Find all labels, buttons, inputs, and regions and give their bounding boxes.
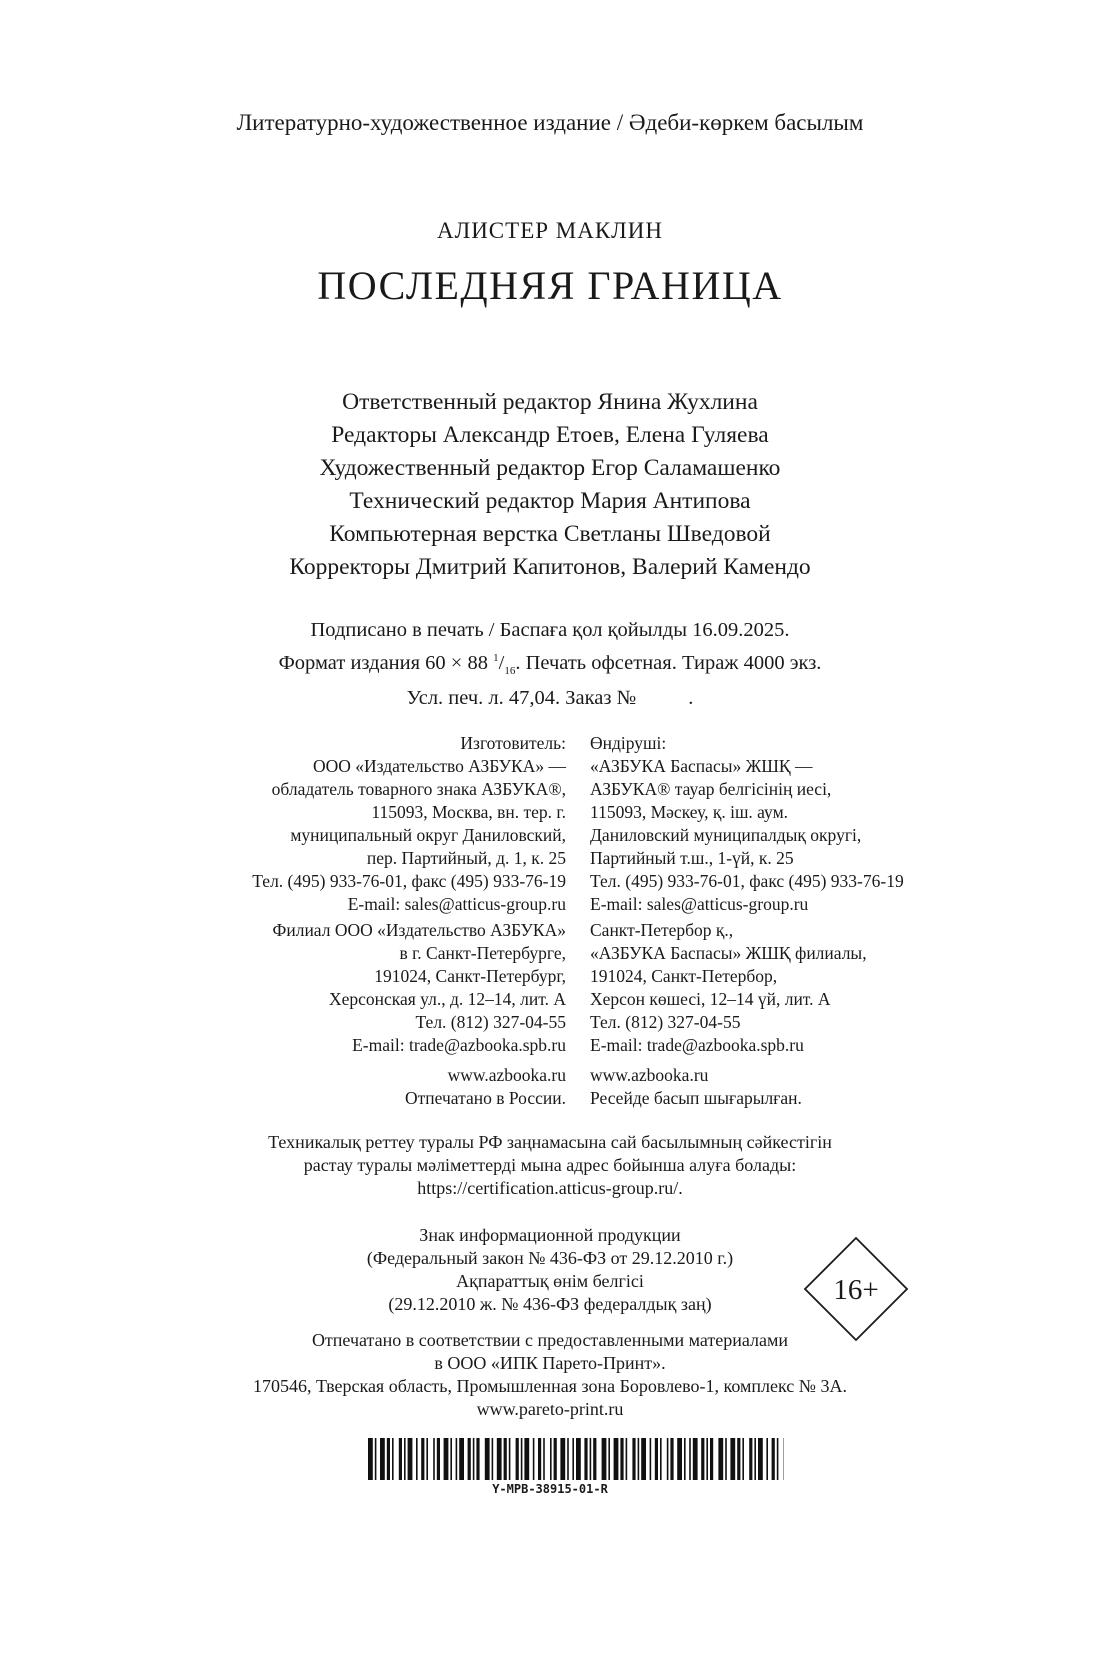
branch-kz-line: 191024, Санкт-Петербор, (590, 966, 778, 986)
certification-note (0, 1131, 1100, 1200)
printer-line: www.pareto-print.ru (476, 1399, 624, 1419)
producer-kz-line: «АЗБУКА Баспасы» ЖШҚ — (590, 756, 813, 776)
producer-ru-line: муниципальный округ Даниловский, (290, 825, 566, 845)
printer-info (0, 1329, 1100, 1421)
web-kz-line: www.azbooka.ru (590, 1065, 709, 1085)
web-kz (590, 1064, 802, 1110)
info-sign-line: Ақпараттық өнім белгісі (456, 1271, 644, 1291)
producer-ru-line: Тел. (495) 933-76-01, факс (495) 933-76-19 (252, 871, 566, 891)
branch-ru (273, 919, 566, 1057)
producer-kz-line: Өндіруші: (590, 733, 667, 753)
branch-kz-line: Тел. (812) 327-04-55 (590, 1012, 741, 1032)
info-product-sign (250, 1224, 850, 1316)
branch-ru-line: Тел. (812) 327-04-55 (415, 1012, 566, 1032)
producer-ru-line: 115093, Москва, вн. тер. г. (371, 802, 566, 822)
producer-ru-line: Изготовитель: (460, 733, 566, 753)
series-line: Литературно-художественное издание / Әдеби-көркем басылым (236, 110, 864, 135)
producer-ru-line: E-mail: sales@atticus-group.ru (347, 894, 566, 914)
order-end: . (688, 686, 694, 709)
producer-ru-line: обладатель товарного знака АЗБУКА®, (271, 779, 566, 799)
printer-line: в ООО «ИПК Парето-Принт». (434, 1353, 666, 1373)
certification-line: Техникалық реттеу туралы РФ заңнамасына сай басылымның сәйкестігін (268, 1132, 832, 1152)
credit-line: Ответственный редактор Янина Жухлина (342, 389, 758, 415)
certification-line: растау туралы мәліметтерді мына адрес бойынша алуға болады: (303, 1155, 797, 1175)
branch-ru-line: Херсонская ул., д. 12–14, лит. А (328, 989, 566, 1009)
barcode-icon (368, 1438, 784, 1480)
web-ru-line: Отпечатано в России. (405, 1088, 566, 1108)
producer-kz-line: Тел. (495) 933-76-01, факс (495) 933-76-19 (590, 871, 904, 891)
producer-kz-line: Даниловский муниципалдық округі, (590, 825, 862, 845)
age-rating-diamond-icon (802, 1235, 910, 1343)
producer-ru (252, 732, 566, 916)
certification-line: https://certification.atticus-group.ru/. (417, 1178, 683, 1198)
web-ru (405, 1064, 566, 1110)
info-sign-line: (29.12.2010 ж. № 436-ФЗ федералдық заң) (388, 1294, 712, 1314)
web-kz-line: Ресейде басып шығарылған. (590, 1088, 802, 1108)
producer-ru-line: пер. Партийный, д. 1, к. 25 (366, 848, 566, 868)
info-sign-line: (Федеральный закон № 436-ФЗ от 29.12.2010 г.) (366, 1248, 734, 1268)
format-denominator: 16 (504, 664, 516, 677)
barcode-text: Y-MPB-38915-01-R (492, 1482, 608, 1496)
book-author: АЛИСТЕР МАКЛИН (436, 218, 664, 243)
producer-kz-line: Партийный т.ш., 1-үй, к. 25 (590, 848, 794, 868)
producer-ru-line: ООО «Издательство АЗБУКА» — (312, 756, 566, 776)
credit-line: Технический редактор Мария Антипова (349, 488, 751, 514)
format-prefix: Формат издания 60 × 88 (278, 651, 494, 674)
producer-kz-line: 115093, Мәскеу, қ. іш. аум. (590, 802, 789, 822)
branch-kz-line: Санкт-Петербор қ., (590, 920, 734, 940)
printer-line: 170546, Тверская область, Промышленная зона Боровлево-1, комплекс № 3А. (253, 1376, 847, 1396)
branch-kz-line: E-mail: trade@azbooka.spb.ru (590, 1035, 804, 1055)
web-ru-line: www.azbooka.ru (447, 1065, 566, 1085)
format-suffix: . Печать офсетная. Тираж 4000 экз. (515, 651, 822, 674)
producer-kz-line: АЗБУКА® тауар белгісінің иесі, (590, 779, 832, 799)
branch-ru-line: в г. Санкт-Петербурге, (399, 943, 566, 963)
age-rating-text: 16+ (833, 1274, 879, 1306)
signed-to-print: Подписано в печать / Баспаға қол қойылды 16.09.2025. (310, 619, 790, 641)
branch-ru-line: Филиал ООО «Издательство АЗБУКА» (272, 920, 566, 940)
branch-kz-line: «АЗБУКА Баспасы» ЖШҚ филиалы, (590, 943, 867, 963)
branch-ru-line: E-mail: trade@azbooka.spb.ru (352, 1035, 566, 1055)
printer-line: Отпечатано в соответствии с предоставленными материалами (311, 1330, 789, 1350)
credit-line: Корректоры Дмитрий Капитонов, Валерий Камендо (289, 554, 811, 580)
editorial-credits (0, 386, 1100, 584)
producer-kz (590, 732, 904, 916)
print-info (0, 617, 1100, 712)
branch-kz-line: Херсон көшесі, 12–14 үй, лит. А (590, 989, 831, 1009)
branch-kz (590, 919, 867, 1057)
credit-line: Художественный редактор Егор Саламашенко (319, 455, 781, 481)
credit-line: Редакторы Александр Етоев, Елена Гуляева (331, 422, 769, 448)
book-title: ПОСЛЕДНЯЯ ГРАНИЦА (317, 263, 783, 308)
info-sign-line: Знак информационной продукции (419, 1225, 681, 1245)
order-line (0, 685, 1100, 713)
branch-ru-line: 191024, Санкт-Петербург, (374, 966, 566, 986)
format-line: Формат издания 60 × 88 $^1/_{16}$. Печать офсетная. Тираж 4000 экз. (278, 651, 822, 677)
producer-kz-line: E-mail: sales@atticus-group.ru (590, 894, 809, 914)
order-text: Усл. печ. л. 47,04. Заказ № (406, 686, 637, 709)
age-rating-badge (802, 1235, 910, 1343)
credit-line: Компьютерная верстка Светланы Шведовой (329, 521, 771, 547)
format-numerator: 1 (493, 651, 499, 664)
